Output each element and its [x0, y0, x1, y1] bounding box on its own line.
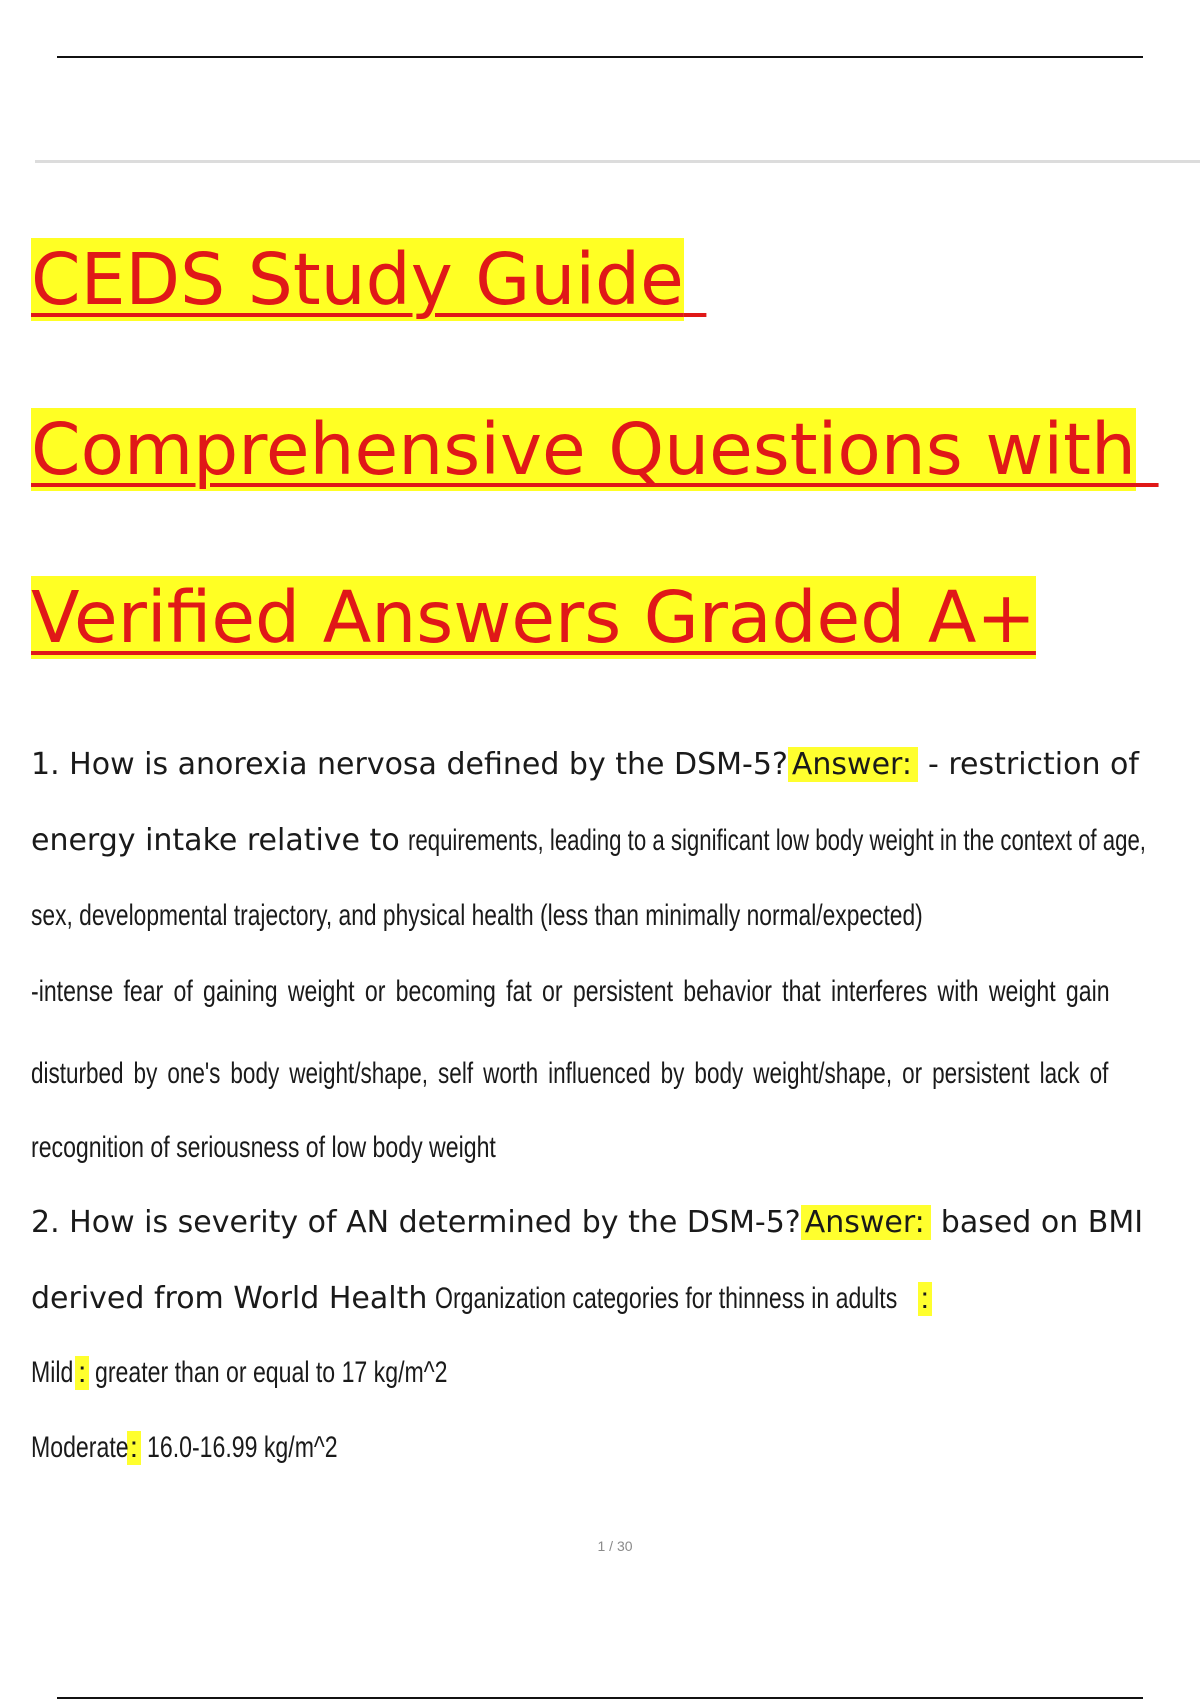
q1-line-5	[31, 1057, 1200, 1091]
mild-value: greater than or equal to 17 kg/m^2	[95, 1356, 448, 1389]
q1-question: 1. How is anorexia nervosa defined by the DSM-5?	[31, 747, 788, 782]
q2-answer-text: derived from World Health	[31, 1281, 428, 1316]
q2-answer-text: Organization categories for thinness in adults	[435, 1282, 898, 1315]
q2-moderate-line	[31, 1431, 395, 1465]
q2-line-2	[31, 1281, 932, 1316]
document-title-line-3: Verified Answers Graded A+	[31, 576, 1036, 659]
answer-label: Answer:	[801, 1205, 931, 1240]
document-title-line-1: CEDS Study Guide	[31, 238, 684, 321]
q2-question: 2. How is severity of AN determined by the DSM-5?	[31, 1205, 801, 1240]
moderate-label: Moderate	[31, 1431, 129, 1464]
header-rule	[57, 56, 1143, 58]
q1-answer-text: -intense fear of gaining weight or becoming fat or persistent behavior that interferes with weight gain	[31, 975, 1110, 1008]
q2-mild-line	[31, 1356, 553, 1390]
q1-answer-text: energy intake relative to	[31, 823, 400, 858]
q1-line-1	[31, 747, 1139, 782]
q2-line-1	[31, 1205, 1143, 1240]
q1-answer-text: sex, developmental trajectory, and physical health (less than minimally normal/expected)	[31, 899, 923, 932]
q1-line-3	[31, 899, 1200, 933]
colon-highlight: :	[127, 1431, 141, 1465]
answer-label: Answer:	[788, 747, 918, 782]
q1-answer-start: - restriction of	[927, 747, 1139, 782]
colon-highlight: :	[75, 1356, 89, 1390]
q1-line-6	[31, 1131, 635, 1165]
q1-answer-text: disturbed by one's body weight/shape, self worth influenced by body weight/shape, or persistent lack of	[31, 1057, 1109, 1090]
page-indicator: 1 / 30	[597, 1538, 633, 1554]
q1-line-4	[31, 975, 1200, 1009]
q1-answer-text: requirements, leading to a significant low body weight in the context of age,	[407, 824, 1146, 857]
separator-rule	[35, 160, 1200, 163]
document-title-line-2: Comprehensive Questions with	[31, 408, 1136, 491]
mild-label: Mild	[31, 1356, 74, 1389]
moderate-value: 16.0-16.99 kg/m^2	[147, 1431, 338, 1464]
q1-line-2	[31, 823, 1200, 858]
colon-highlight: :	[918, 1282, 932, 1316]
q1-answer-text: recognition of seriousness of low body weight	[31, 1131, 496, 1164]
q2-answer-start: based on BMI	[940, 1205, 1144, 1240]
footer-rule	[57, 1697, 1143, 1699]
